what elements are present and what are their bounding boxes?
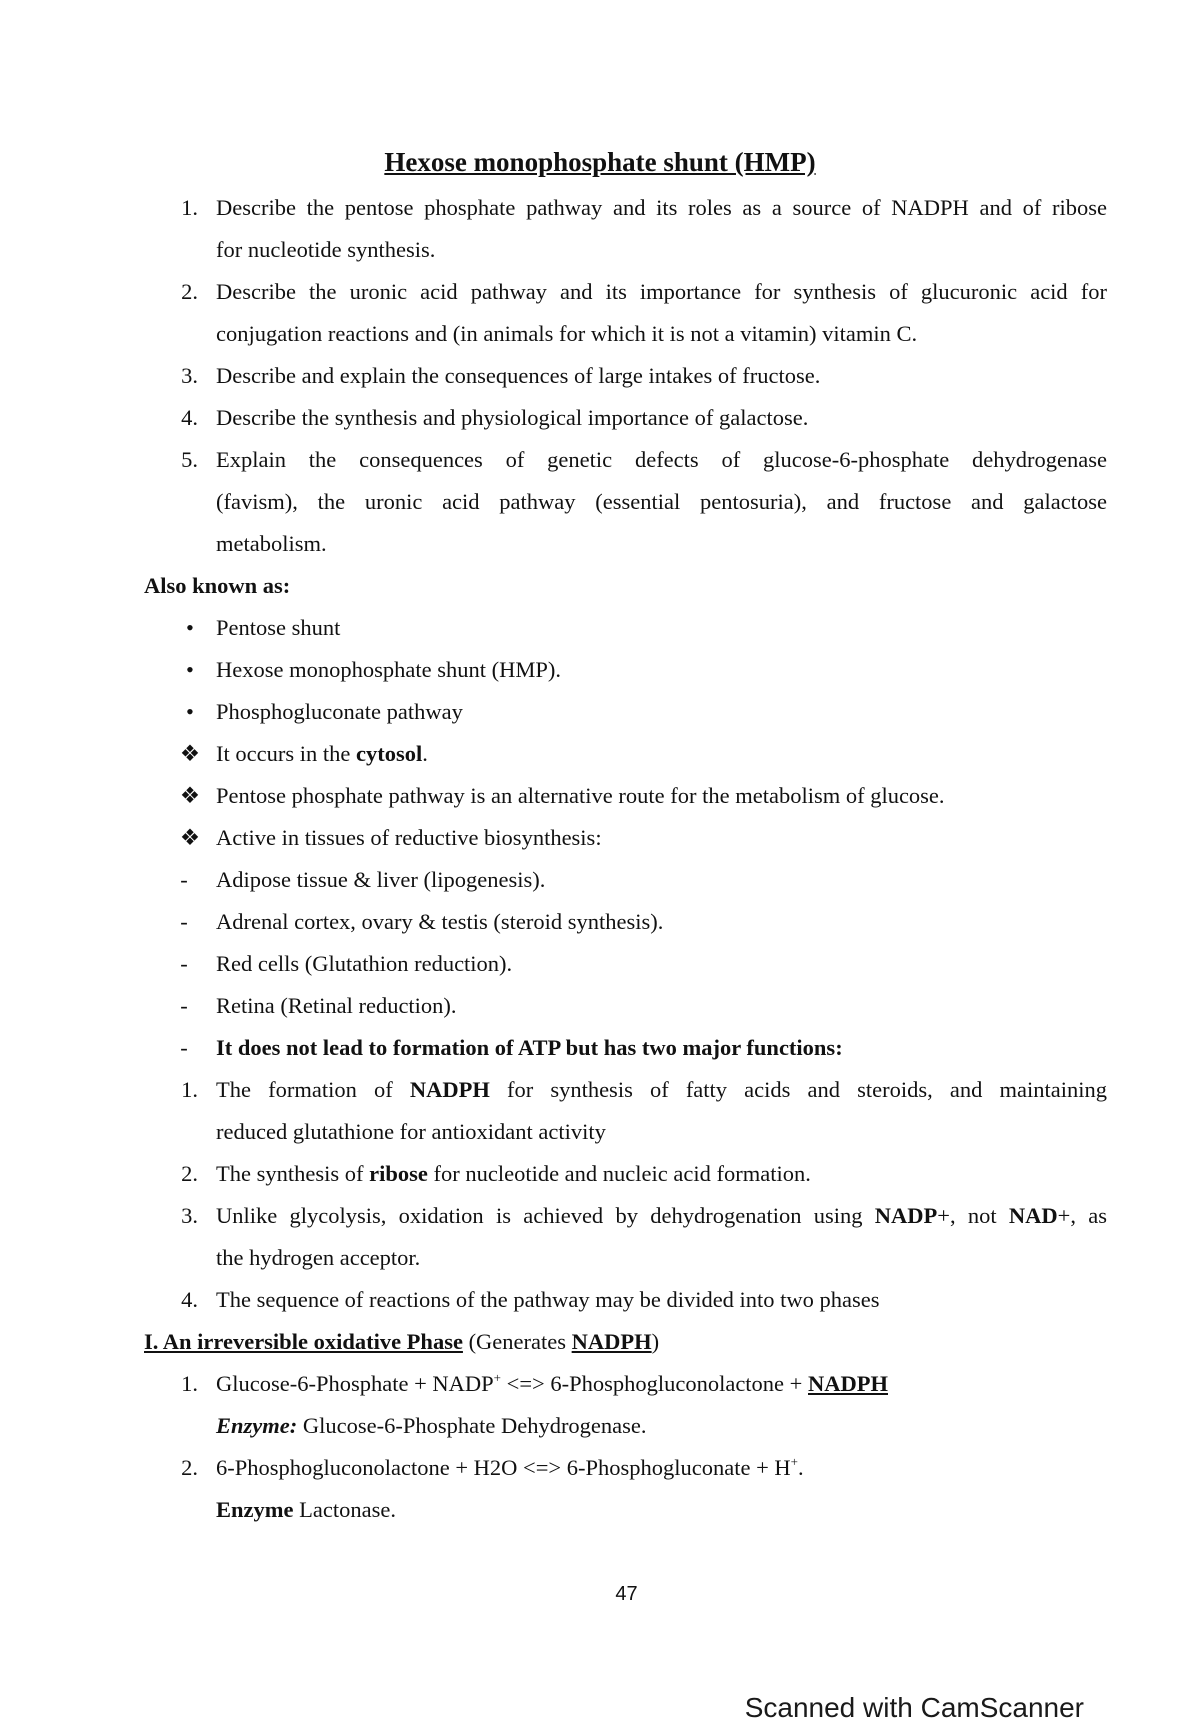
item-number: 1. <box>181 1077 198 1102</box>
dash-item <box>0 1027 1200 1069</box>
bullet-item <box>0 649 1200 691</box>
scanner-watermark: Scanned with CamScanner <box>744 1692 1084 1723</box>
page-title: Hexose monophosphate shunt (HMP) <box>384 147 816 177</box>
item-number: 3. <box>181 363 198 388</box>
diamond-item <box>0 733 1200 775</box>
objective-item <box>0 355 1200 397</box>
item-number: 4. <box>181 1287 198 1312</box>
phase-heading <box>0 1321 1200 1363</box>
objective-item-continued <box>0 229 1200 271</box>
objective-item-continued <box>0 523 1200 565</box>
function-item <box>0 1153 1200 1195</box>
item-text: Describe the synthesis and physiological importance of galactose. <box>216 405 809 430</box>
dash-text: Adrenal cortex, ovary & testis (steroid synthesis). <box>216 909 664 934</box>
enzyme-text: Enzyme Lactonase. <box>216 1497 396 1522</box>
diamond-bullet-icon: ❖ <box>179 783 201 808</box>
bullet-icon: • <box>186 699 194 724</box>
objective-item <box>0 439 1200 481</box>
objective-item-continued <box>0 481 1200 523</box>
item-text: Describe the pentose phosphate pathway and its roles as a source of NADPH and of ribose <box>216 195 1107 220</box>
item-text: the hydrogen acceptor. <box>216 1245 421 1270</box>
item-text: Describe and explain the consequences of large intakes of fructose. <box>216 363 821 388</box>
dash-text: Red cells (Glutathion reduction). <box>216 951 513 976</box>
diamond-text: Active in tissues of reductive biosynthesis: <box>216 825 602 850</box>
diamond-text: Pentose phosphate pathway is an alternative route for the metabolism of glucose. <box>216 783 945 808</box>
diamond-item <box>0 775 1200 817</box>
dash-item <box>0 859 1200 901</box>
diamond-bullet-icon: ❖ <box>179 741 201 766</box>
item-number: 5. <box>181 447 198 472</box>
reaction-equation: 6-Phosphogluconolactone + H2O <=> 6-Phosphogluconate + H+. <box>216 1454 804 1480</box>
item-text: The formation of NADPH for synthesis of fatty acids and steroids, and maintaining <box>216 1077 1107 1102</box>
item-text: The sequence of reactions of the pathway may be divided into two phases <box>216 1287 880 1312</box>
diamond-item <box>0 817 1200 859</box>
bullet-text: Phosphogluconate pathway <box>216 699 463 724</box>
phase-heading-text: I. An irreversible oxidative Phase (Generates NADPH) <box>144 1329 660 1354</box>
item-text: metabolism. <box>216 531 327 556</box>
diamond-bullet-icon: ❖ <box>179 825 201 850</box>
dash-icon: - <box>180 867 188 892</box>
dash-text: Retina (Retinal reduction). <box>216 993 457 1018</box>
item-text: The synthesis of ribose for nucleotide and nucleic acid formation. <box>216 1161 811 1186</box>
item-text: Describe the uronic acid pathway and its importance for synthesis of glucuronic acid for <box>216 279 1107 304</box>
bullet-icon: • <box>186 657 194 682</box>
item-number: 2. <box>181 1455 198 1480</box>
item-number: 1. <box>181 195 198 220</box>
bullet-text: Hexose monophosphate shunt (HMP). <box>216 657 561 682</box>
item-number: 1. <box>181 1371 198 1396</box>
section-heading <box>0 565 1200 607</box>
dash-item <box>0 901 1200 943</box>
page-number: 47 <box>615 1583 638 1605</box>
dash-icon: - <box>180 909 188 934</box>
reaction-item <box>0 1447 1200 1489</box>
item-text: conjugation reactions and (in animals for which it is not a vitamin) vitamin C. <box>216 321 918 346</box>
item-number: 4. <box>181 405 198 430</box>
function-item <box>0 1279 1200 1321</box>
enzyme-text: Enzyme: Glucose-6-Phosphate Dehydrogenase. <box>216 1413 647 1438</box>
function-item-continued <box>0 1237 1200 1279</box>
bullet-text: Pentose shunt <box>216 615 341 640</box>
bullet-item <box>0 607 1200 649</box>
bullet-icon: • <box>186 615 194 640</box>
objective-item-continued <box>0 313 1200 355</box>
objective-item <box>0 271 1200 313</box>
item-number: 2. <box>181 1161 198 1186</box>
function-item <box>0 1195 1200 1237</box>
item-text: (favism), the uronic acid pathway (essential pentosuria), and fructose and galactose <box>216 489 1107 514</box>
item-number: 3. <box>181 1203 198 1228</box>
objective-item <box>0 397 1200 439</box>
dash-item <box>0 943 1200 985</box>
reaction-item <box>0 1363 1200 1405</box>
item-text: Explain the consequences of genetic defects of glucose-6-phosphate dehydrogenase <box>216 447 1107 472</box>
dash-item <box>0 985 1200 1027</box>
dash-icon: - <box>180 951 188 976</box>
dash-icon: - <box>180 1035 188 1060</box>
also-known-heading: Also known as: <box>144 573 291 598</box>
dash-text: Adipose tissue & liver (lipogenesis). <box>216 867 546 892</box>
item-number: 2. <box>181 279 198 304</box>
dash-icon: - <box>180 993 188 1018</box>
function-item-continued <box>0 1111 1200 1153</box>
bullet-item <box>0 691 1200 733</box>
dash-text-bold: It does not lead to formation of ATP but has two major functions: <box>216 1035 843 1060</box>
enzyme-line <box>0 1489 1200 1531</box>
item-text: reduced glutathione for antioxidant activity <box>216 1119 606 1144</box>
reaction-equation: Glucose-6-Phosphate + NADP+ <=> 6-Phosphogluconolactone + NADPH <box>216 1370 888 1396</box>
item-text: Unlike glycolysis, oxidation is achieved by dehydrogenation using NADP+, not NAD+, as <box>216 1203 1107 1228</box>
enzyme-line <box>0 1405 1200 1447</box>
diamond-text: It occurs in the cytosol. <box>216 741 428 766</box>
item-text: for nucleotide synthesis. <box>216 237 436 262</box>
objective-item <box>0 187 1200 229</box>
function-item <box>0 1069 1200 1111</box>
